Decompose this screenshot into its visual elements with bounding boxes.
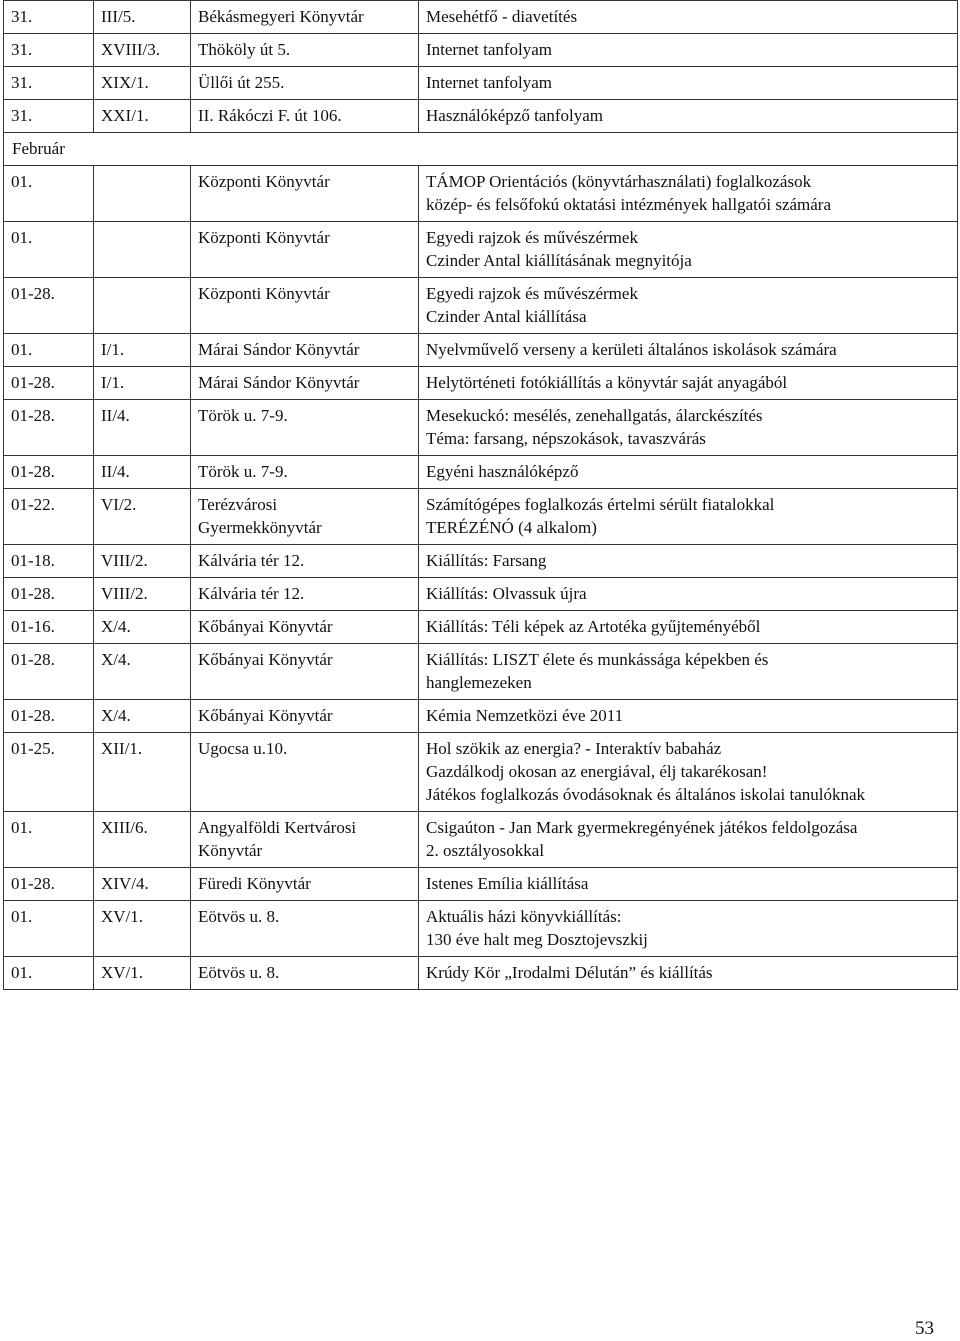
location-cell: [191, 278, 419, 334]
district-cell: XV/1.: [94, 901, 191, 957]
location-line: Kőbányai Könyvtár: [198, 650, 333, 669]
location-line: Márai Sándor Könyvtár: [198, 373, 360, 392]
district-cell: [94, 278, 191, 334]
location-line: Eötvös u. 8.: [198, 907, 280, 926]
location-line: Könyvtár: [198, 841, 263, 860]
event-line: Csigaúton - Jan Mark gyermekregényének játékos feldolgozása: [426, 818, 858, 837]
date-cell: 01.: [4, 222, 94, 278]
date-cell: 01.: [4, 901, 94, 957]
location-line: Központi Könyvtár: [198, 172, 330, 191]
event-line: Istenes Emília kiállítása: [426, 874, 589, 893]
district-cell: VIII/2.: [94, 578, 191, 611]
date-cell: 31.: [4, 34, 94, 67]
event-line: Gazdálkodj okosan az energiával, élj takarékosan!: [426, 762, 768, 781]
month-section-row: [4, 133, 958, 166]
event-line: Czinder Antal kiállítása: [426, 307, 587, 326]
location-line: Füredi Könyvtár: [198, 874, 311, 893]
event-cell: [419, 578, 958, 611]
program-row: [4, 700, 958, 733]
district-cell: II/4.: [94, 400, 191, 456]
location-cell: [191, 868, 419, 901]
program-row: [4, 400, 958, 456]
program-row: [4, 334, 958, 367]
date-cell: 01-28.: [4, 456, 94, 489]
event-cell: [419, 67, 958, 100]
location-line: Gyermekkönyvtár: [198, 518, 322, 537]
event-cell: [419, 545, 958, 578]
date-cell: 01-18.: [4, 545, 94, 578]
program-row: [4, 278, 958, 334]
event-cell: [419, 733, 958, 812]
event-cell: [419, 611, 958, 644]
location-cell: [191, 644, 419, 700]
event-line: Kiállítás: Olvassuk újra: [426, 584, 587, 603]
location-cell: [191, 489, 419, 545]
location-cell: [191, 400, 419, 456]
district-cell: XIII/6.: [94, 812, 191, 868]
district-cell: [94, 166, 191, 222]
program-row: [4, 367, 958, 400]
event-line: Hol szökik az energia? - Interaktív babaház: [426, 739, 722, 758]
event-cell: [419, 957, 958, 990]
location-cell: [191, 166, 419, 222]
program-table: [3, 0, 958, 990]
event-line: Kiállítás: Farsang: [426, 551, 547, 570]
district-cell: I/1.: [94, 334, 191, 367]
date-cell: 01-22.: [4, 489, 94, 545]
location-cell: [191, 545, 419, 578]
program-row: [4, 644, 958, 700]
district-cell: XXI/1.: [94, 100, 191, 133]
program-table-body: [4, 1, 958, 990]
date-cell: 01-28.: [4, 278, 94, 334]
date-cell: 01-25.: [4, 733, 94, 812]
event-line: TERÉZÉNÓ (4 alkalom): [426, 518, 597, 537]
location-cell: [191, 611, 419, 644]
location-line: Központi Könyvtár: [198, 228, 330, 247]
program-row: [4, 222, 958, 278]
location-cell: [191, 334, 419, 367]
location-line: Békásmegyeri Könyvtár: [198, 7, 364, 26]
location-cell: [191, 222, 419, 278]
program-row: [4, 166, 958, 222]
event-line: Egyedi rajzok és művészérmek: [426, 284, 638, 303]
event-cell: [419, 166, 958, 222]
event-cell: [419, 34, 958, 67]
district-cell: [94, 222, 191, 278]
date-cell: 01-28.: [4, 644, 94, 700]
date-cell: 01.: [4, 957, 94, 990]
event-line: 130 éve halt meg Dosztojevszkij: [426, 930, 648, 949]
event-cell: [419, 868, 958, 901]
program-row: [4, 611, 958, 644]
event-cell: [419, 700, 958, 733]
district-cell: I/1.: [94, 367, 191, 400]
district-cell: X/4.: [94, 611, 191, 644]
location-line: Török u. 7-9.: [198, 406, 288, 425]
event-line: Krúdy Kör „Irodalmi Délután” és kiállítás: [426, 963, 713, 982]
month-heading: Február: [4, 133, 958, 166]
event-line: hanglemezeken: [426, 673, 532, 692]
date-cell: 01-16.: [4, 611, 94, 644]
location-cell: [191, 957, 419, 990]
event-cell: [419, 334, 958, 367]
district-cell: XII/1.: [94, 733, 191, 812]
location-line: II. Rákóczi F. út 106.: [198, 106, 342, 125]
program-row: [4, 545, 958, 578]
event-line: Kiállítás: Téli képek az Artotéka gyűjteményéből: [426, 617, 761, 636]
location-line: Angyalföldi Kertvárosi: [198, 818, 357, 837]
location-line: Terézvárosi: [198, 495, 278, 514]
event-line: Egyéni használóképző: [426, 462, 579, 481]
event-line: Használóképző tanfolyam: [426, 106, 604, 125]
event-cell: [419, 644, 958, 700]
program-row: [4, 34, 958, 67]
event-line: Téma: farsang, népszokások, tavaszvárás: [426, 429, 706, 448]
district-cell: II/4.: [94, 456, 191, 489]
event-line: Helytörténeti fotókiállítás a könyvtár saját anyagából: [426, 373, 788, 392]
date-cell: 01.: [4, 334, 94, 367]
program-row: [4, 578, 958, 611]
event-cell: [419, 367, 958, 400]
date-cell: 31.: [4, 1, 94, 34]
event-line: Mesekuckó: mesélés, zenehallgatás, álarckészítés: [426, 406, 763, 425]
location-line: Márai Sándor Könyvtár: [198, 340, 360, 359]
location-cell: [191, 733, 419, 812]
location-cell: [191, 578, 419, 611]
location-cell: [191, 100, 419, 133]
location-cell: [191, 901, 419, 957]
location-cell: [191, 812, 419, 868]
date-cell: 01-28.: [4, 700, 94, 733]
program-row: [4, 868, 958, 901]
event-line: Mesehétfő - diavetítés: [426, 7, 578, 26]
district-cell: X/4.: [94, 700, 191, 733]
district-cell: XIV/4.: [94, 868, 191, 901]
event-cell: [419, 456, 958, 489]
district-cell: XVIII/3.: [94, 34, 191, 67]
district-cell: III/5.: [94, 1, 191, 34]
event-line: Aktuális házi könyvkiállítás:: [426, 907, 622, 926]
location-line: Kálvária tér 12.: [198, 551, 305, 570]
event-cell: [419, 222, 958, 278]
event-cell: [419, 1, 958, 34]
event-cell: [419, 278, 958, 334]
date-cell: 01.: [4, 812, 94, 868]
event-line: Játékos foglalkozás óvodásoknak és általános iskolai tanulóknak: [426, 785, 866, 804]
date-cell: 01-28.: [4, 578, 94, 611]
event-line: TÁMOP Orientációs (könyvtárhasználati) foglalkozások: [426, 172, 812, 191]
event-line: 2. osztályosokkal: [426, 841, 545, 860]
event-line: Számítógépes foglalkozás értelmi sérült fiatalokkal: [426, 495, 775, 514]
date-cell: 01-28.: [4, 400, 94, 456]
date-cell: 01.: [4, 166, 94, 222]
location-line: Üllői út 255.: [198, 73, 285, 92]
program-row: [4, 67, 958, 100]
district-cell: XV/1.: [94, 957, 191, 990]
page-number: 53: [915, 1318, 934, 1339]
location-cell: [191, 456, 419, 489]
program-row: [4, 812, 958, 868]
location-line: Kálvária tér 12.: [198, 584, 305, 603]
location-line: Kőbányai Könyvtár: [198, 706, 333, 725]
date-cell: 31.: [4, 100, 94, 133]
location-line: Központi Könyvtár: [198, 284, 330, 303]
location-line: Eötvös u. 8.: [198, 963, 280, 982]
location-line: Kőbányai Könyvtár: [198, 617, 333, 636]
program-row: [4, 901, 958, 957]
event-line: Internet tanfolyam: [426, 40, 553, 59]
program-row: [4, 733, 958, 812]
event-line: Nyelvművelő verseny a kerületi általános iskolások számára: [426, 340, 837, 359]
location-cell: [191, 34, 419, 67]
district-cell: XIX/1.: [94, 67, 191, 100]
date-cell: 31.: [4, 67, 94, 100]
program-row: [4, 957, 958, 990]
program-row: [4, 456, 958, 489]
district-cell: VI/2.: [94, 489, 191, 545]
program-row: [4, 1, 958, 34]
event-line: Kémia Nemzetközi éve 2011: [426, 706, 624, 725]
event-line: Internet tanfolyam: [426, 73, 553, 92]
event-line: közép- és felsőfokú oktatási intézmények hallgatói számára: [426, 195, 832, 214]
location-cell: [191, 67, 419, 100]
location-cell: [191, 367, 419, 400]
event-line: Egyedi rajzok és művészérmek: [426, 228, 638, 247]
program-row: [4, 100, 958, 133]
district-cell: X/4.: [94, 644, 191, 700]
location-line: Ugocsa u.10.: [198, 739, 288, 758]
event-cell: [419, 400, 958, 456]
event-line: Kiállítás: LISZT élete és munkássága képekben és: [426, 650, 769, 669]
date-cell: 01-28.: [4, 868, 94, 901]
program-row: [4, 489, 958, 545]
event-line: Czinder Antal kiállításának megnyitója: [426, 251, 692, 270]
event-cell: [419, 901, 958, 957]
location-line: Török u. 7-9.: [198, 462, 288, 481]
event-cell: [419, 812, 958, 868]
event-cell: [419, 489, 958, 545]
date-cell: 01-28.: [4, 367, 94, 400]
event-cell: [419, 100, 958, 133]
location-cell: [191, 700, 419, 733]
location-cell: [191, 1, 419, 34]
location-line: Thököly út 5.: [198, 40, 291, 59]
district-cell: VIII/2.: [94, 545, 191, 578]
